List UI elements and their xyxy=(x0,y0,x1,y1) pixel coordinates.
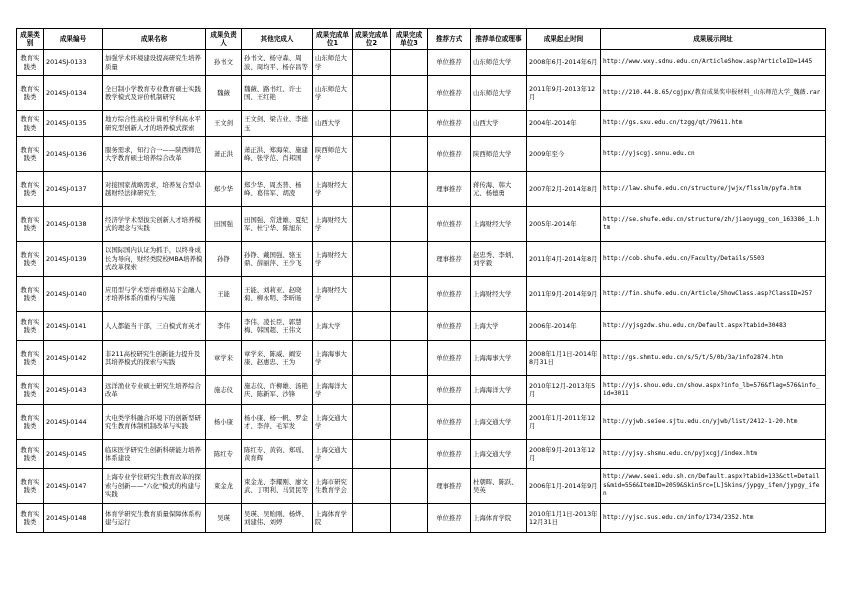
cell-unit3 xyxy=(391,405,428,440)
cell-lead: 陈红专 xyxy=(206,440,242,469)
table-row xyxy=(17,341,826,376)
header-lead: 成果负责人 xyxy=(206,29,242,50)
cell-lead: 吴瑛 xyxy=(206,504,242,533)
cell-url: http://yjsc.sus.edu.cn/info/1734/2352.htm xyxy=(601,504,826,533)
cell-time: 2011年4月-2014年8月 xyxy=(527,242,601,277)
cell-lead: 王文剑 xyxy=(206,111,242,137)
cell-recommend-method: 单位推荐 xyxy=(428,504,471,533)
cell-unit1: 陕西师范大学 xyxy=(313,137,353,172)
cell-unit1: 上海大学 xyxy=(313,312,353,341)
cell-unit1: 上海体育学院 xyxy=(313,504,353,533)
cell-recommend-unit: 山西大学 xyxy=(471,111,527,137)
cell-name: 临床医学研究生创新科研能力培养体系建设 xyxy=(103,440,206,469)
cell-unit1: 上海交通大学 xyxy=(313,405,353,440)
cell-unit2 xyxy=(353,341,391,376)
table-row xyxy=(17,137,826,172)
table-row xyxy=(17,50,826,76)
cell-time: 2004年-2014年 xyxy=(527,111,601,137)
cell-name: 远洋渔业专业硕士研究生培养综合改革 xyxy=(103,376,206,405)
cell-recommend-unit: 上海海洋大学 xyxy=(471,376,527,405)
header-name: 成果名称 xyxy=(103,29,206,50)
cell-recommend-unit: 上海海事大学 xyxy=(471,341,527,376)
header-id: 成果编号 xyxy=(44,29,103,50)
cell-url: http://cob.shufe.edu.cn/Faculty/Details/5503 xyxy=(601,242,826,277)
cell-recommend-method: 单位推荐 xyxy=(428,76,471,111)
cell-unit3 xyxy=(391,376,428,405)
cell-recommend-method: 理事推荐 xyxy=(428,172,471,207)
cell-recommend-method: 理事推荐 xyxy=(428,242,471,277)
table-row xyxy=(17,242,826,277)
cell-name: 服务需求，知行合一——陕西师范大学教育硕士培养综合改革 xyxy=(103,137,206,172)
cell-unit2 xyxy=(353,312,391,341)
cell-recommend-unit: 上海交通大学 xyxy=(471,405,527,440)
cell-category: 教育实践类 xyxy=(17,440,44,469)
cell-recommend-unit: 上海财经大学 xyxy=(471,207,527,242)
cell-recommend-unit: 蒋传海、韩大元、杨德勇 xyxy=(471,172,527,207)
cell-url: http://gs.shmtu.edu.cn/s/5/t/5/0b/3a/info2874.htm xyxy=(601,341,826,376)
cell-others: 杨小康、杨一帆、罗金才、李萍、毛军发 xyxy=(242,405,313,440)
cell-unit3 xyxy=(391,137,428,172)
cell-recommend-unit: 杜朝晖、陈跃、吴英 xyxy=(471,469,527,504)
cell-unit2 xyxy=(353,242,391,277)
cell-recommend-method: 单位推荐 xyxy=(428,341,471,376)
cell-unit3 xyxy=(391,76,428,111)
cell-unit1: 山东师范大学 xyxy=(313,50,353,76)
cell-id: 2014SJ-0135 xyxy=(44,111,103,137)
table-row xyxy=(17,405,826,440)
cell-recommend-method: 单位推荐 xyxy=(428,277,471,312)
header-unit3: 成果完成单位3 xyxy=(391,29,428,50)
table-row xyxy=(17,312,826,341)
cell-unit3 xyxy=(391,469,428,504)
cell-unit1: 上海财经大学 xyxy=(313,172,353,207)
cell-category: 教育实践类 xyxy=(17,277,44,312)
cell-time: 2001年1月-2011年12月 xyxy=(527,405,601,440)
cell-unit2 xyxy=(353,376,391,405)
cell-name: 上海专业学位研究生教育改革的探索与创新——"六化"模式的构建与实践 xyxy=(103,469,206,504)
cell-unit1: 山东师范大学 xyxy=(313,76,353,111)
cell-unit3 xyxy=(391,440,428,469)
cell-name: 加强学术环境建设提高研究生培养质量 xyxy=(103,50,206,76)
cell-unit2 xyxy=(353,50,391,76)
cell-recommend-unit: 上海大学 xyxy=(471,312,527,341)
table-row xyxy=(17,469,826,504)
table-row xyxy=(17,172,826,207)
cell-name: 全日制小学教育专业教育硕士实践教学模式及评价机制研究 xyxy=(103,76,206,111)
cell-lead: 田国强 xyxy=(206,207,242,242)
cell-recommend-method: 单位推荐 xyxy=(428,440,471,469)
cell-lead: 章学来 xyxy=(206,341,242,376)
cell-id: 2014SJ-0141 xyxy=(44,312,103,341)
achievements-table xyxy=(16,28,826,533)
cell-unit3 xyxy=(391,50,428,76)
cell-lead: 束金龙 xyxy=(206,469,242,504)
cell-others: 吴瑛、吴贻刚、杨烨、刘建伟、刘婷 xyxy=(242,504,313,533)
cell-url: http://yjs.shou.edu.cn/show.aspx?info_lb=576&flag=576&info_id=3011 xyxy=(601,376,826,405)
cell-others: 孙书文、杨守森、周波、周均平、杨存昌等 xyxy=(242,50,313,76)
cell-name: 人人都能当干部，三自模式育英才 xyxy=(103,312,206,341)
cell-unit3 xyxy=(391,341,428,376)
cell-time: 2008年1月1日-2014年8月31日 xyxy=(527,341,601,376)
cell-id: 2014SJ-0137 xyxy=(44,172,103,207)
cell-time: 2008年6月-2014年6月 xyxy=(527,50,601,76)
cell-recommend-unit: 山东师范大学 xyxy=(471,50,527,76)
cell-id: 2014SJ-0144 xyxy=(44,405,103,440)
cell-id: 2014SJ-0139 xyxy=(44,242,103,277)
cell-lead: 施志仪 xyxy=(206,376,242,405)
cell-name: 体育学研究生教育质量保障体系构建与运行 xyxy=(103,504,206,533)
cell-time: 2008年9月-2013年12月 xyxy=(527,440,601,469)
cell-recommend-unit: 陕西师范大学 xyxy=(471,137,527,172)
cell-url: http://www.seei.edu.sh.cn/Default.aspx?tabid=133&ctl=Details&mid=556&ItemID=2059&SkinSrc=[L]Skins/jypgy_ifen/jypgy_ifen xyxy=(601,469,826,504)
cell-unit3 xyxy=(391,312,428,341)
cell-others: 李伟、凌长臣、郭慧梅、韩国超、王伟文 xyxy=(242,312,313,341)
cell-unit3 xyxy=(391,207,428,242)
cell-name: 大电类学科融合环境下的创新型研究生教育体制机制改革与实践 xyxy=(103,405,206,440)
cell-category: 教育实践类 xyxy=(17,469,44,504)
cell-unit1: 上海财经大学 xyxy=(313,207,353,242)
cell-category: 教育实践类 xyxy=(17,111,44,137)
cell-category: 教育实践类 xyxy=(17,50,44,76)
cell-unit2 xyxy=(353,111,391,137)
cell-others: 王文剑、梁吉业、李德玉 xyxy=(242,111,313,137)
cell-recommend-unit: 上海交通大学 xyxy=(471,440,527,469)
cell-time: 2010年12月-2013年5月 xyxy=(527,376,601,405)
cell-time: 2011年9月-2013年12月 xyxy=(527,76,601,111)
cell-unit1: 上海海洋大学 xyxy=(313,376,353,405)
cell-name: 应用型与学术型并重格局下金融人才培养体系的重构与实施 xyxy=(103,277,206,312)
cell-id: 2014SJ-0148 xyxy=(44,504,103,533)
cell-unit2 xyxy=(353,76,391,111)
cell-lead: 萧正洪 xyxy=(206,137,242,172)
cell-unit2 xyxy=(353,172,391,207)
cell-time: 2006年-2014年 xyxy=(527,312,601,341)
header-unit2: 成果完成单位2 xyxy=(353,29,391,50)
cell-url: http://yjscgj.snnu.edu.cn xyxy=(601,137,826,172)
header-recommend-method: 推荐方式 xyxy=(428,29,471,50)
table-header-row xyxy=(17,29,826,50)
cell-url: http://yjwb.seiee.sjtu.edu.cn/yjwb/list/2412-1-20.htm xyxy=(601,405,826,440)
cell-recommend-unit: 赵忠秀、李炳、刘学毅 xyxy=(471,242,527,277)
cell-lead: 魏薇 xyxy=(206,76,242,111)
cell-time: 2006年1月-2014年9月 xyxy=(527,469,601,504)
cell-url: http://210.44.8.65/cgjpx/教育成果奖申报材料_山东师范大学_魏薇.rar xyxy=(601,76,826,111)
cell-id: 2014SJ-0140 xyxy=(44,277,103,312)
cell-time: 2010年1月1日-2013年12月31日 xyxy=(527,504,601,533)
cell-url: http://law.shufe.edu.cn/structure/jwjx/flsslm/pyfa.htm xyxy=(601,172,826,207)
cell-time: 2011年9月-2014年9月 xyxy=(527,277,601,312)
cell-name: 经济学学术型拔尖创新人才培养模式的理念与实践 xyxy=(103,207,206,242)
cell-recommend-unit: 上海财经大学 xyxy=(471,277,527,312)
cell-url: http://gs.sxu.edu.cn/tzgg/qt/79611.htm xyxy=(601,111,826,137)
cell-time: 2007年2月-2014年8月 xyxy=(527,172,601,207)
header-unit1: 成果完成单位1 xyxy=(313,29,353,50)
cell-recommend-method: 单位推荐 xyxy=(428,376,471,405)
cell-name: 以国际国内认证为抓手，以终身成长为导向，财经类院校MBA培养模式改革探索 xyxy=(103,242,206,277)
cell-url: http://yjsy.shsmu.edu.cn/pyjxcgj/index.htm xyxy=(601,440,826,469)
cell-recommend-method: 单位推荐 xyxy=(428,207,471,242)
cell-unit1: 上海财经大学 xyxy=(313,277,353,312)
cell-others: 王能、刘莉亚、赵晓菊、柳永明、李昕旸 xyxy=(242,277,313,312)
cell-category: 教育实践类 xyxy=(17,242,44,277)
cell-others: 萧正洪、郑海荣、施建峰、张学范、肖邦国 xyxy=(242,137,313,172)
cell-recommend-method: 单位推荐 xyxy=(428,137,471,172)
cell-recommend-method: 单位推荐 xyxy=(428,50,471,76)
header-url: 成果展示网址 xyxy=(601,29,826,50)
cell-name: 对接国家战略需求，培养复合型卓越财经法律研究生 xyxy=(103,172,206,207)
cell-lead: 郑少华 xyxy=(206,172,242,207)
cell-category: 教育实践类 xyxy=(17,207,44,242)
cell-recommend-unit: 上海体育学院 xyxy=(471,504,527,533)
cell-lead: 王能 xyxy=(206,277,242,312)
table-row xyxy=(17,76,826,111)
cell-unit3 xyxy=(391,111,428,137)
cell-recommend-method: 单位推荐 xyxy=(428,312,471,341)
cell-recommend-unit: 山东师范大学 xyxy=(471,76,527,111)
cell-unit2 xyxy=(353,405,391,440)
cell-url: http://yjsgzdw.shu.edu.cn/Default.aspx?tabid=30483 xyxy=(601,312,826,341)
cell-id: 2014SJ-0136 xyxy=(44,137,103,172)
table-row xyxy=(17,277,826,312)
cell-id: 2014SJ-0145 xyxy=(44,440,103,469)
header-category: 成果类别 xyxy=(17,29,44,50)
cell-category: 教育实践类 xyxy=(17,376,44,405)
table-row xyxy=(17,111,826,137)
cell-url: http://se.shufe.edu.cn/structure/zh/jiaoyugg_con_163386_1.htm xyxy=(601,207,826,242)
cell-unit2 xyxy=(353,469,391,504)
cell-category: 教育实践类 xyxy=(17,172,44,207)
cell-unit3 xyxy=(391,504,428,533)
cell-unit2 xyxy=(353,137,391,172)
cell-time: 2005年-2014年 xyxy=(527,207,601,242)
table-row xyxy=(17,376,826,405)
cell-unit3 xyxy=(391,242,428,277)
cell-url: http://www.wxy.sdnu.edu.cn/ArticleShow.asp?ArticleID=1445 xyxy=(601,50,826,76)
cell-lead: 孙书文 xyxy=(206,50,242,76)
cell-category: 教育实践类 xyxy=(17,405,44,440)
table-row xyxy=(17,440,826,469)
cell-others: 郑少华、周杰普、杨峰、葛伟军、胡凌 xyxy=(242,172,313,207)
cell-others: 束金龙、李耀刚、廖文武、丁明利、马贤民等 xyxy=(242,469,313,504)
cell-id: 2014SJ-0134 xyxy=(44,76,103,111)
cell-recommend-method: 单位推荐 xyxy=(428,111,471,137)
cell-unit2 xyxy=(353,440,391,469)
header-recommend-unit: 推荐单位或理事 xyxy=(471,29,527,50)
cell-category: 教育实践类 xyxy=(17,137,44,172)
cell-others: 孙铮、戴国强、骆玉鼎、薛丽萍、王少飞 xyxy=(242,242,313,277)
cell-lead: 杨小康 xyxy=(206,405,242,440)
cell-unit1: 上海市研究生教育学会 xyxy=(313,469,353,504)
cell-id: 2014SJ-0143 xyxy=(44,376,103,405)
cell-category: 教育实践类 xyxy=(17,504,44,533)
cell-recommend-method: 理事推荐 xyxy=(428,469,471,504)
header-others: 其他完成人 xyxy=(242,29,313,50)
cell-category: 教育实践类 xyxy=(17,76,44,111)
table-row xyxy=(17,504,826,533)
cell-lead: 李伟 xyxy=(206,312,242,341)
cell-recommend-method: 单位推荐 xyxy=(428,405,471,440)
table-row xyxy=(17,207,826,242)
cell-unit2 xyxy=(353,277,391,312)
cell-others: 田国强、常进雄、夏纪军、杜宁华、陈旭东 xyxy=(242,207,313,242)
cell-others: 章学来、陈威、阚安康、赵惠忠、王为 xyxy=(242,341,313,376)
cell-unit1: 上海财经大学 xyxy=(313,242,353,277)
cell-lead: 孙铮 xyxy=(206,242,242,277)
cell-others: 陈红专、黄钧、郑瑶、黄育辉 xyxy=(242,440,313,469)
cell-unit1: 上海海事大学 xyxy=(313,341,353,376)
cell-unit3 xyxy=(391,172,428,207)
cell-id: 2014SJ-0133 xyxy=(44,50,103,76)
cell-time: 2009年至今 xyxy=(527,137,601,172)
cell-name: 地方综合性高校计算机学科高水平研究型创新人才的培养模式探索 xyxy=(103,111,206,137)
cell-name: 非211高校研究生创新能力提升及其培养模式的探索与实践 xyxy=(103,341,206,376)
cell-unit1: 上海交通大学 xyxy=(313,440,353,469)
cell-unit2 xyxy=(353,207,391,242)
cell-id: 2014SJ-0147 xyxy=(44,469,103,504)
cell-id: 2014SJ-0142 xyxy=(44,341,103,376)
cell-unit2 xyxy=(353,504,391,533)
cell-category: 教育实践类 xyxy=(17,312,44,341)
cell-url: http://fin.shufe.edu.cn/Article/ShowClass.asp?ClassID=257 xyxy=(601,277,826,312)
cell-unit1: 山西大学 xyxy=(313,111,353,137)
cell-others: 施志仪、许柳雄、汤艳庆、陈新军、沙锋 xyxy=(242,376,313,405)
cell-others: 魏薇、路书红、许士国、王红艳 xyxy=(242,76,313,111)
cell-id: 2014SJ-0138 xyxy=(44,207,103,242)
header-time: 成果起止时间 xyxy=(527,29,601,50)
cell-unit3 xyxy=(391,277,428,312)
cell-category: 教育实践类 xyxy=(17,341,44,376)
